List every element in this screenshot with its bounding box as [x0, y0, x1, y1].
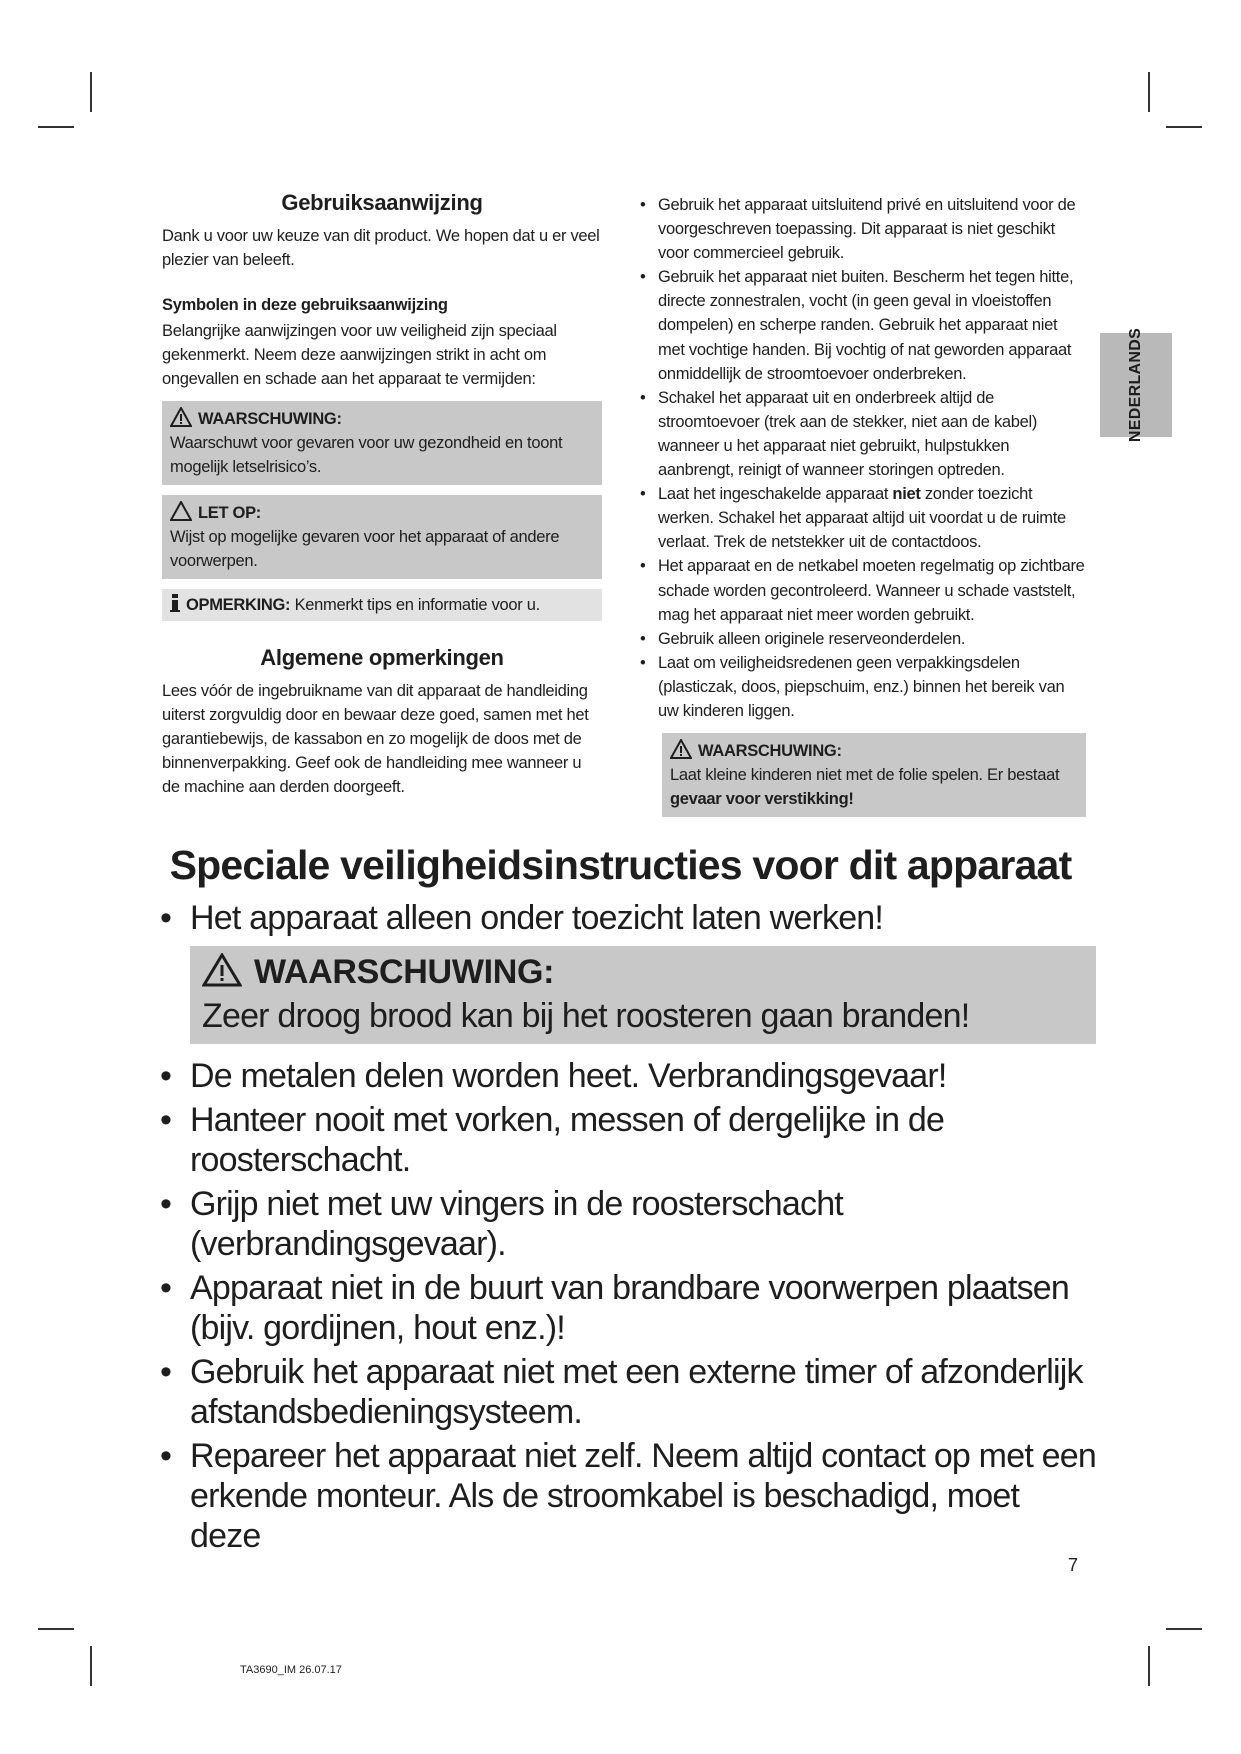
- special-title: Speciale veiligheidsinstructies voor dit apparaat: [169, 842, 1072, 888]
- caution-text: Wijst op mogelijke gevaren voor het apparaat of andere voorwerpen.: [170, 528, 560, 570]
- footer-code: TA3690_IM 26.07.17: [240, 1664, 342, 1676]
- crop-mark: [1166, 1628, 1202, 1630]
- list-item: • Gebruik het apparaat uitsluitend privé en uitsluitend voor de voorgeschreven toepassing. Dit apparaat is niet geschikt voor commercieel gebruik.: [636, 193, 1086, 265]
- warning-box: [162, 401, 602, 485]
- manual-title: Gebruiksaanwijzing: [281, 190, 483, 215]
- crop-mark: [38, 1628, 74, 1630]
- list-item: • Gebruik alleen originele reserveonderdelen.: [636, 627, 1086, 651]
- list-item: • Het apparaat alleen onder toezicht laten werken!: [156, 898, 1096, 938]
- symbols-heading: Symbolen in deze gebruiksaanwijzing: [162, 296, 448, 314]
- special-list: [156, 898, 1096, 1560]
- warning-text: Laat kleine kinderen niet met de folie spelen. Er bestaat: [670, 766, 1060, 785]
- crop-mark: [38, 126, 74, 128]
- language-tab-label: NEDERLANDS: [1127, 327, 1144, 443]
- note-box: [162, 589, 602, 621]
- list-item: • Hanteer nooit met vorken, messen of dergelijke in de roosterschacht.: [156, 1100, 1096, 1180]
- crop-mark: [90, 1646, 92, 1686]
- right-column: [636, 193, 1086, 817]
- left-column: [162, 190, 602, 799]
- list-item: • Laat het ingeschakelde apparaat niet zonder toezicht werken. Schakel het apparaat altijd uit voordat u de ruimte verlaat. Trek de netstekker uit de contactdoos.: [636, 482, 1086, 554]
- symbols-text: Belangrijke aanwijzingen voor uw veiligheid zijn speciaal gekenmerkt. Neem deze aanwijzingen strikt in acht om ongevallen en schade aan het apparaat te vermijden:: [162, 322, 557, 388]
- crop-mark: [1148, 72, 1150, 112]
- note-text: Kenmerkt tips en informatie voor u.: [294, 596, 540, 614]
- list-item: • Gebruik het apparaat niet met een externe timer of afzonderlijk afstandsbedieningsysteem.: [156, 1352, 1096, 1432]
- toast-warning-box: [190, 946, 1096, 1044]
- general-title: Algemene opmerkingen: [260, 645, 504, 670]
- list-item: • Gebruik het apparaat niet buiten. Bescherm het tegen hitte, directe zonnestralen, vocht (in geen geval in vloeistoffen dompelen) en scherpe randen. Gebruik het apparaat niet met vochtige handen. Bij vochtig of nat geworden apparaat onmiddellijk de stroomtoevoer onderbreken.: [636, 265, 1086, 385]
- list-item: • Apparaat niet in de buurt van brandbare voorwerpen plaatsen (bijv. gordijnen, hout enz.)!: [156, 1268, 1096, 1348]
- list-item: • Schakel het apparaat uit en onderbreek altijd de stroomtoevoer (trek aan de stekker, niet aan de kabel) wanneer u het apparaat niet gebruikt, hulpstukken aanbrengt, reinigt of wanneer storingen optreden.: [636, 386, 1086, 482]
- warning-title: WAARSCHUWING:: [698, 742, 842, 761]
- crop-mark: [1166, 126, 1202, 128]
- warning-text: Waarschuwt voor gevaren voor uw gezondheid en toont mogelijk letselrisico’s.: [170, 434, 563, 476]
- children-warning-box: [662, 733, 1086, 817]
- language-tab: [1100, 327, 1172, 443]
- page-number: 7: [1068, 1555, 1079, 1575]
- warning-bold-text: gevaar voor verstikking!: [670, 790, 854, 809]
- general-text: Lees vóór de ingebruikname van dit apparaat de handleiding uiterst zorgvuldig door en bewaar deze goed, samen met het garantiebewijs, de kassabon en zo mogelijk de doos met de binnenverpakking. Geef ook de handleiding mee wanneer u de machine aan derden doorgeeft.: [162, 682, 589, 796]
- intro-text: Dank u voor uw keuze van dit product. We hopen dat u er veel plezier van beleeft.: [162, 227, 600, 269]
- crop-mark: [1148, 1646, 1150, 1686]
- list-item: • De metalen delen worden heet. Verbrandingsgevaar!: [156, 1056, 1096, 1096]
- warning-triangle-icon: [670, 739, 692, 759]
- list-item: • Het apparaat en de netkabel moeten regelmatig op zichtbare schade worden gecontroleerd. Wanneer u schade vaststelt, mag het apparaat niet meer worden gebruikt.: [636, 554, 1086, 626]
- list-item: • Repareer het apparaat niet zelf. Neem altijd contact op met een erkende monteur. Als de stroomkabel is beschadigd, moet deze: [156, 1436, 1096, 1556]
- crop-mark: [90, 72, 92, 112]
- info-icon: [170, 593, 180, 613]
- warning-title: WAARSCHUWING:: [198, 410, 342, 428]
- caution-title: LET OP:: [198, 504, 261, 522]
- warning-title: WAARSCHUWING:: [254, 953, 555, 991]
- safety-list: [636, 193, 1086, 723]
- warning-triangle-icon: [170, 407, 192, 427]
- caution-triangle-icon: [170, 501, 192, 521]
- warning-text: Zeer droog brood kan bij het roosteren gaan branden!: [202, 997, 970, 1035]
- list-item: • Grijp niet met uw vingers in de roosterschacht (verbrandingsgevaar).: [156, 1184, 1096, 1264]
- warning-triangle-icon: [202, 953, 242, 987]
- caution-box: [162, 495, 602, 579]
- note-title: OPMERKING:: [186, 596, 291, 614]
- list-item: • Laat om veiligheidsredenen geen verpakkingsdelen (plasticzak, doos, piepschuim, enz.) binnen het bereik van uw kinderen liggen.: [636, 651, 1086, 723]
